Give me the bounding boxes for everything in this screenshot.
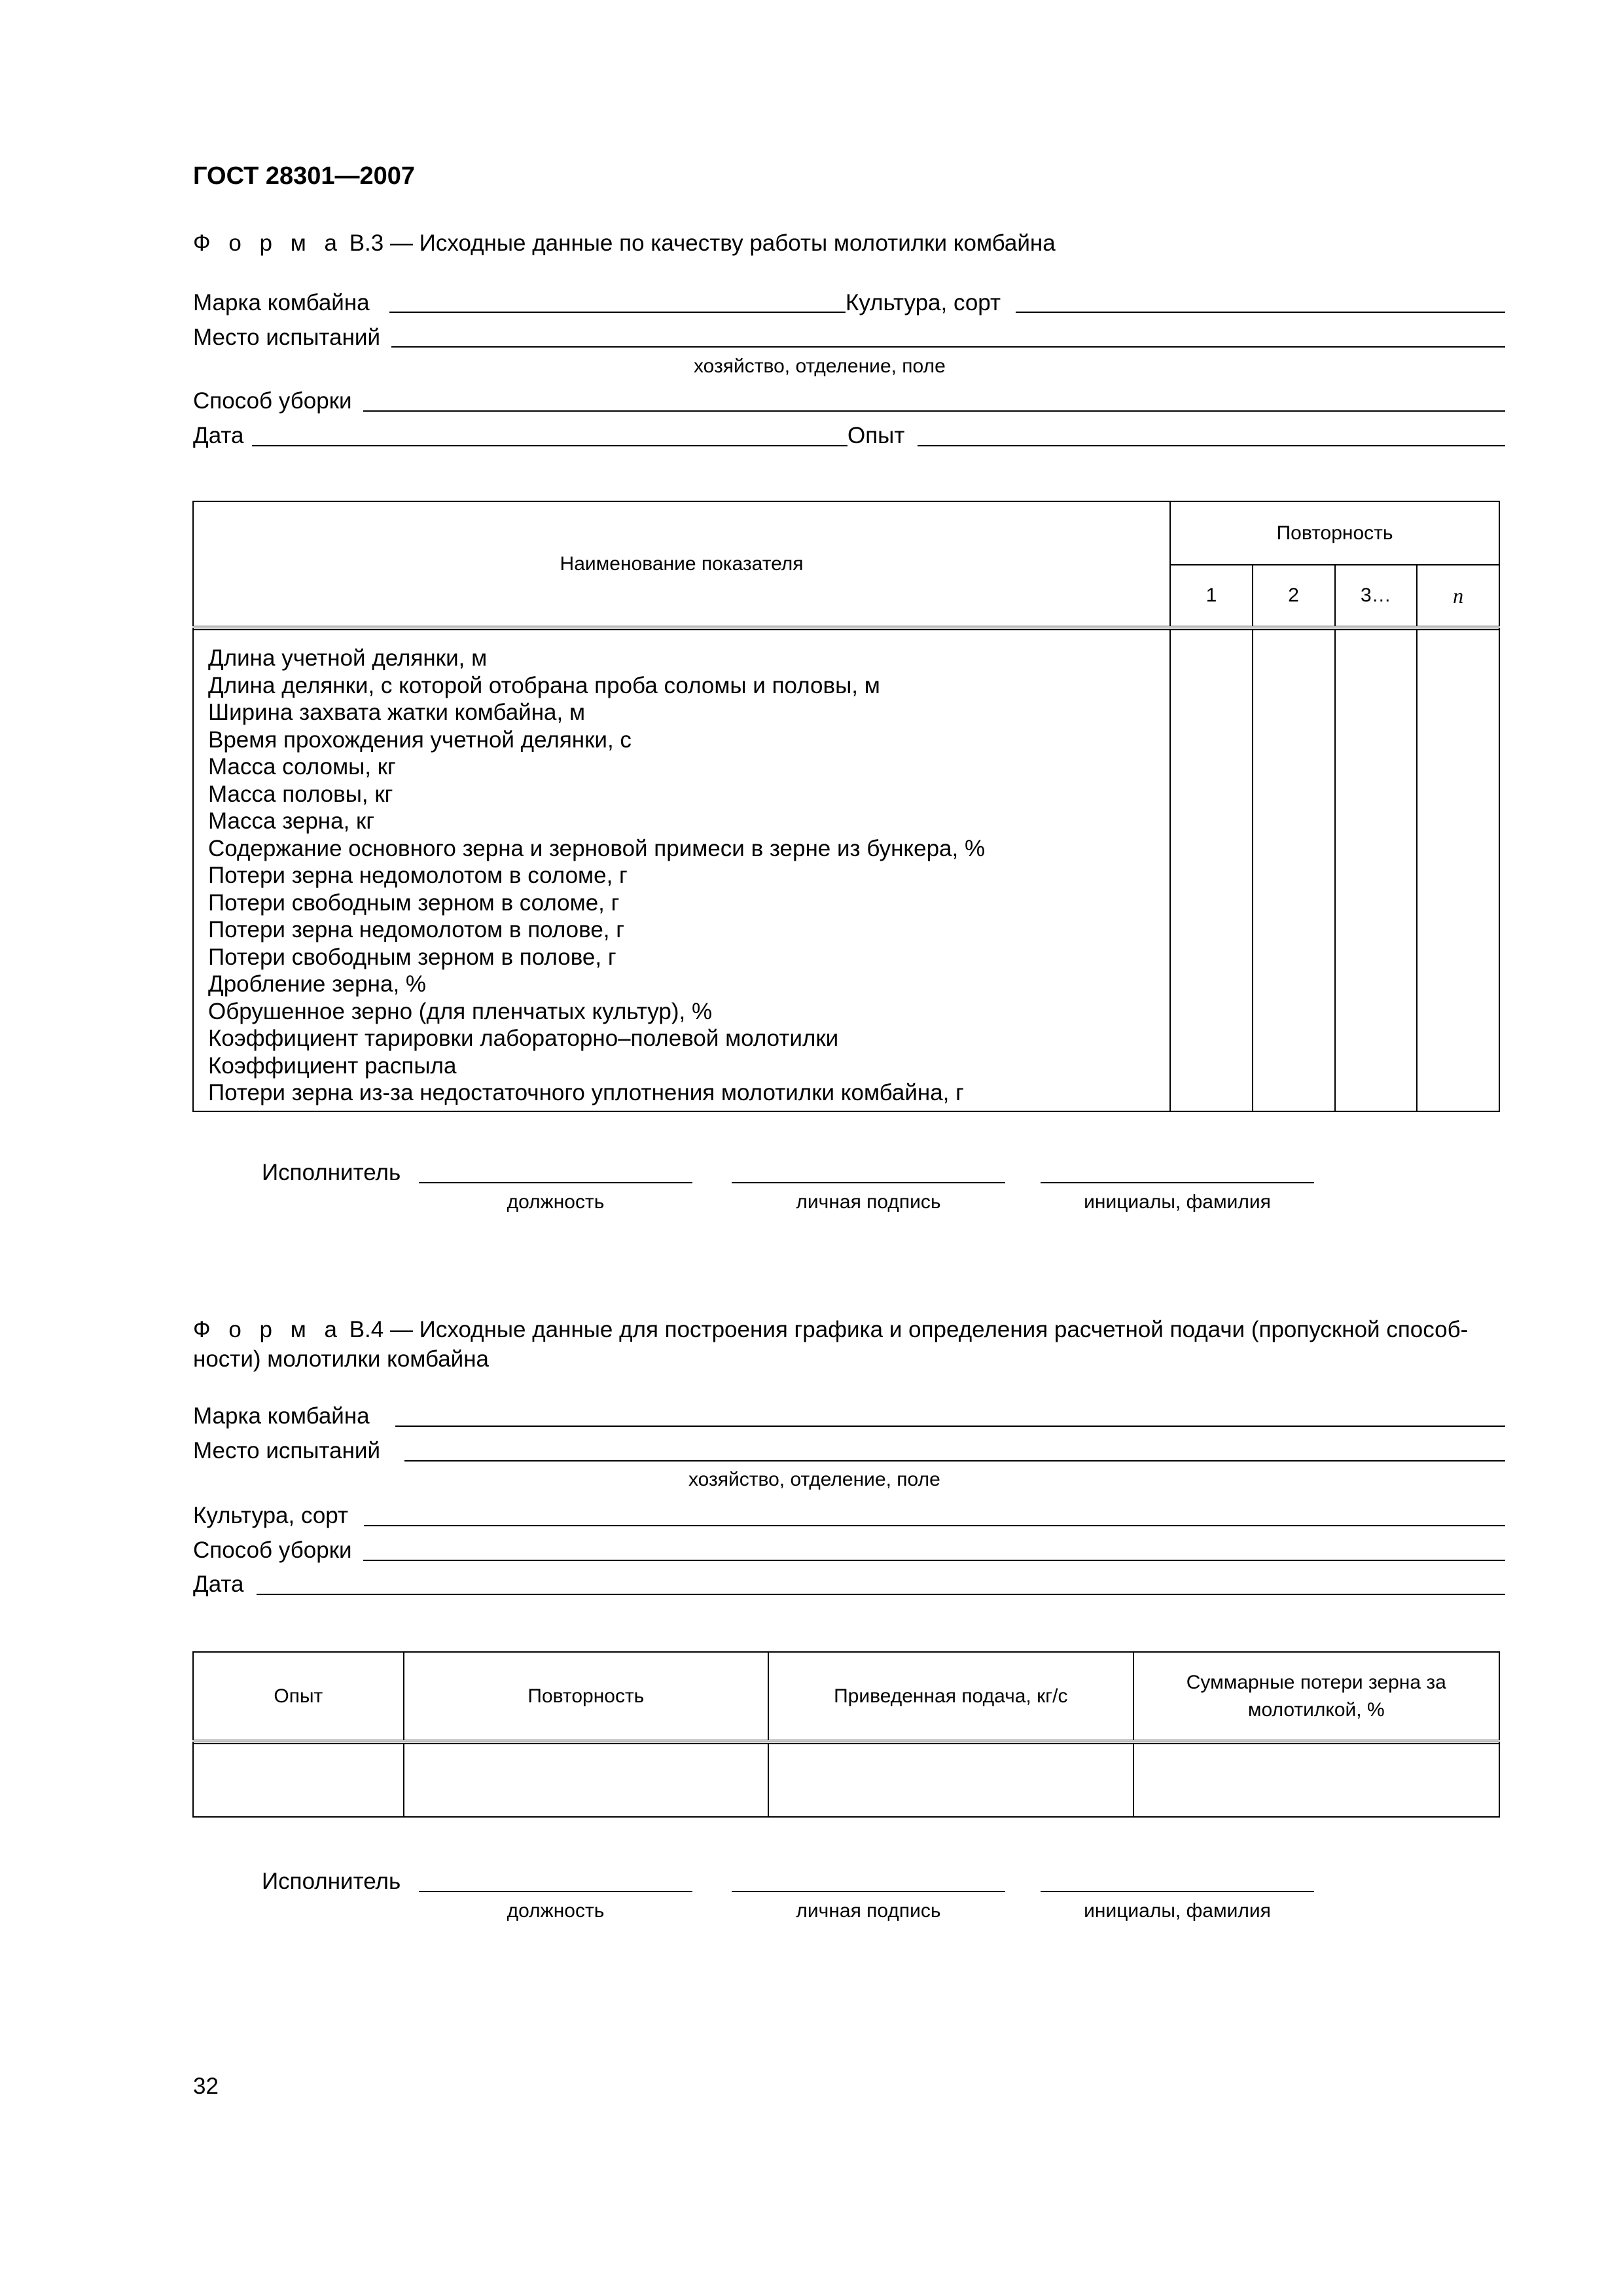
- form3-indicator-list: [193, 630, 1170, 1111]
- form3-mesto-label: Место испытаний: [193, 325, 381, 350]
- form3-position-caption: должность: [507, 1191, 605, 1213]
- form3-title-prefix: Ф о р м а: [193, 230, 343, 256]
- form3-repeat-col-n: n: [1417, 565, 1499, 627]
- list-item: Потери зерна из-за недостаточного уплотнения молотилки комбайна, г: [208, 1080, 964, 1105]
- form4-sposob-field[interactable]: [363, 1560, 1505, 1561]
- form3-data-label: Дата: [193, 423, 244, 448]
- form4-position-field[interactable]: [419, 1891, 692, 1892]
- form4-header-losses-line1: Суммарные потери зерна за: [1186, 1671, 1446, 1693]
- form3-repeat-col-1: 1: [1170, 565, 1253, 627]
- form4-repeat-cell[interactable]: [404, 1744, 768, 1817]
- form4-sign-field[interactable]: [732, 1891, 1005, 1892]
- form4-table: [192, 1651, 1500, 1818]
- list-item: Обрушенное зерно (для пленчатых культур), %: [208, 998, 713, 1024]
- form3-mesto-field[interactable]: [391, 346, 1505, 348]
- form3-header-name: Наименование показателя: [193, 501, 1170, 627]
- form4-mesto-field[interactable]: [404, 1460, 1505, 1462]
- form3-table: [192, 501, 1500, 1112]
- form4-kultura-label: Культура, сорт: [193, 1503, 349, 1528]
- list-item: Потери зерна недомолотом в полове, г: [208, 917, 624, 942]
- list-item: Потери свободным зерном в полове, г: [208, 944, 616, 970]
- form3-sign-field[interactable]: [732, 1182, 1005, 1183]
- form4-title-prefix: Ф о р м а: [193, 1317, 343, 1342]
- form3-sposob-label: Способ уборки: [193, 388, 352, 414]
- form4-kultura-field[interactable]: [364, 1525, 1505, 1526]
- form3-opyt-label: Опыт: [847, 423, 905, 448]
- form4-header-feed: Приведенная подача, кг/с: [768, 1652, 1133, 1741]
- list-item: Потери зерна недомолотом в соломе, г: [208, 863, 628, 888]
- form3-name-field[interactable]: [1041, 1182, 1314, 1183]
- list-item: Коэффициент тарировки лабораторно–полевой молотилки: [208, 1026, 839, 1051]
- form4-signature-label: Исполнитель: [262, 1869, 401, 1894]
- form3-data-field[interactable]: [252, 445, 847, 446]
- form4-header-losses: [1133, 1652, 1499, 1741]
- form4-title: [193, 1317, 1468, 1343]
- form3-mesto-hint: хозяйство, отделение, поле: [694, 355, 946, 377]
- form3-kultura-label: Культура, сорт: [846, 290, 1001, 315]
- form3-name-caption: инициалы, фамилия: [1084, 1191, 1271, 1213]
- form3-title: [193, 230, 1056, 257]
- form3-position-field[interactable]: [419, 1182, 692, 1183]
- form3-sign-caption: личная подпись: [796, 1191, 941, 1213]
- form4-title-text: В.4 — Исходные данные для построения графика и определения расчетной подачи (пропускной способ-: [342, 1317, 1469, 1342]
- form4-marka-field[interactable]: [395, 1426, 1505, 1427]
- form4-losses-cell[interactable]: [1133, 1744, 1499, 1817]
- form3-repeat-col-3: 3…: [1335, 565, 1418, 627]
- form4-data-field[interactable]: [257, 1594, 1505, 1595]
- form3-value-cell-2[interactable]: [1253, 630, 1335, 1111]
- form4-title-line2: ности) молотилки комбайна: [193, 1346, 490, 1372]
- document-id: ГОСТ 28301—2007: [193, 162, 416, 190]
- list-item: Длина делянки, с которой отобрана проба соломы и половы, м: [208, 672, 880, 698]
- form3-marka-field[interactable]: [389, 312, 846, 313]
- form3-title-text: В.3 — Исходные данные по качеству работы молотилки комбайна: [342, 230, 1056, 256]
- page-number: 32: [193, 2073, 219, 2099]
- form4-header-opyt: Опыт: [193, 1652, 404, 1741]
- list-item: Длина учетной делянки, м: [208, 645, 488, 671]
- list-item: Масса половы, кг: [208, 781, 393, 807]
- form4-position-caption: должность: [507, 1900, 605, 1922]
- form4-feed-cell[interactable]: [768, 1744, 1133, 1817]
- form3-repeat-col-2: 2: [1253, 565, 1335, 627]
- form3-kultura-field[interactable]: [1016, 312, 1505, 313]
- form4-header-losses-line2: молотилкой, %: [1247, 1698, 1385, 1721]
- form3-value-cell-3[interactable]: [1335, 630, 1418, 1111]
- form3-opyt-field[interactable]: [918, 445, 1505, 446]
- list-item: Время прохождения учетной делянки, с: [208, 726, 632, 753]
- list-item: Масса соломы, кг: [208, 754, 396, 780]
- form3-value-cell-n[interactable]: [1417, 630, 1499, 1111]
- list-item: Содержание основного зерна и зерновой примеси в зерне из бункера, %: [208, 835, 986, 861]
- form4-mesto-hint: хозяйство, отделение, поле: [688, 1469, 940, 1490]
- form4-name-field[interactable]: [1041, 1891, 1314, 1892]
- form4-mesto-label: Место испытаний: [193, 1438, 381, 1463]
- form4-data-label: Дата: [193, 1571, 244, 1597]
- list-item: Ширина захвата жатки комбайна, м: [208, 700, 586, 725]
- list-item: Масса зерна, кг: [208, 808, 375, 834]
- form3-marka-label: Марка комбайна: [193, 290, 370, 315]
- form3-signature-label: Исполнитель: [262, 1160, 401, 1185]
- form4-opyt-cell[interactable]: [193, 1744, 404, 1817]
- form3-header-repeat: Повторность: [1170, 501, 1499, 565]
- list-item: Потери свободным зерном в соломе, г: [208, 889, 620, 916]
- form4-name-caption: инициалы, фамилия: [1084, 1900, 1271, 1922]
- form3-value-cell-1[interactable]: [1170, 630, 1253, 1111]
- form4-header-repeat: Повторность: [404, 1652, 768, 1741]
- form3-sposob-field[interactable]: [363, 410, 1505, 412]
- list-item: Коэффициент распыла: [208, 1052, 457, 1079]
- form4-sposob-label: Способ уборки: [193, 1537, 352, 1563]
- list-item: Дробление зерна, %: [208, 971, 427, 997]
- form4-marka-label: Марка комбайна: [193, 1403, 370, 1429]
- form4-sign-caption: личная подпись: [796, 1900, 941, 1922]
